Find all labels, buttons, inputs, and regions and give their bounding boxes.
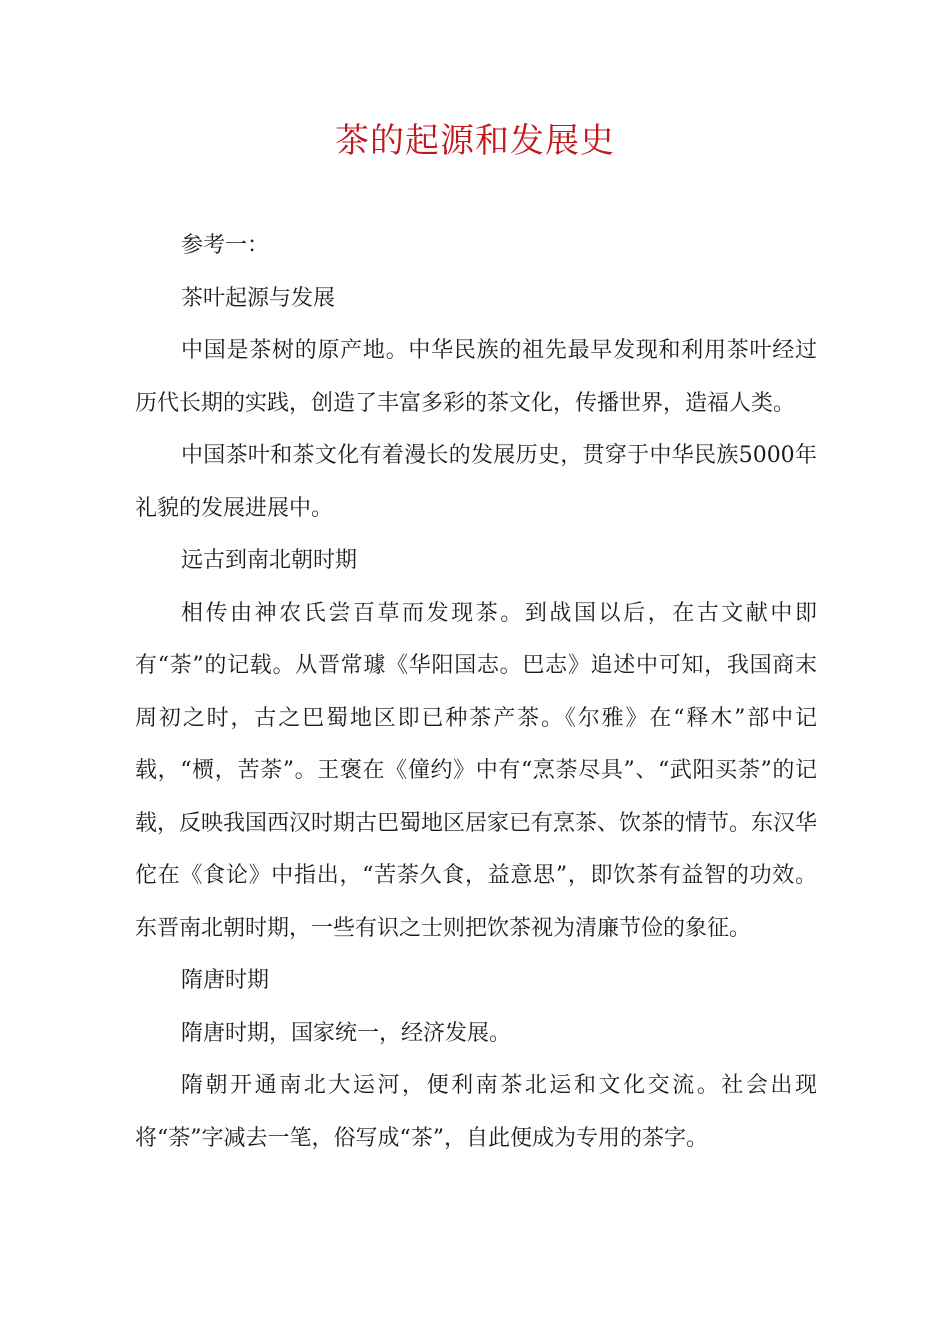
paragraph: 隋朝开通南北大运河，便利南茶北运和文化交流。社会出现将“荼”字减去一笔，俗写成“茶”，自此便成为专用的茶字。 [135, 1073, 817, 1151]
document-title: 茶的起源和发展史 [335, 121, 615, 161]
section-heading-ancient: 远古到南北朝时期 [181, 548, 358, 573]
paragraph-reference-label: 参考一： [181, 233, 270, 258]
document-body [135, 220, 817, 1165]
section-heading-sui-tang: 隋唐时期 [181, 968, 270, 993]
paragraph: 中国茶叶和茶文化有着漫长的发展历史，贯穿于中华民族5000年礼貌的发展进展中。 [135, 443, 817, 521]
paragraph: 中国是茶树的原产地。中华民族的祖先最早发现和利用茶叶经过历代长期的实践，创造了丰富多彩的茶文化，传播世界，造福人类。 [135, 338, 817, 416]
section-heading-origin: 茶叶起源与发展 [181, 285, 336, 311]
paragraph: 相传由神农氏尝百草而发现茶。到战国以后，在古文献中即有“荼”的记载。从晋常璩《华阳国志。巴志》追述中可知，我国商末周初之时，古之巴蜀地区即已种茶产茶。《尔雅》在“释木”部中记载，“槚，苦荼”。王褒在《僮约》中有“烹荼尽具”、“武阳买荼”的记载，反映我国西汉时期古巴蜀地区居家已有烹茶、饮茶的情节。东汉华佗在《食论》中指出，“苦荼久食，益意思”，即饮茶有益智的功效。东晋南北朝时期，一些有识之士则把饮茶视为清廉节俭的象征。 [135, 600, 818, 941]
paragraph: 隋唐时期，国家统一，经济发展。 [181, 1020, 512, 1046]
